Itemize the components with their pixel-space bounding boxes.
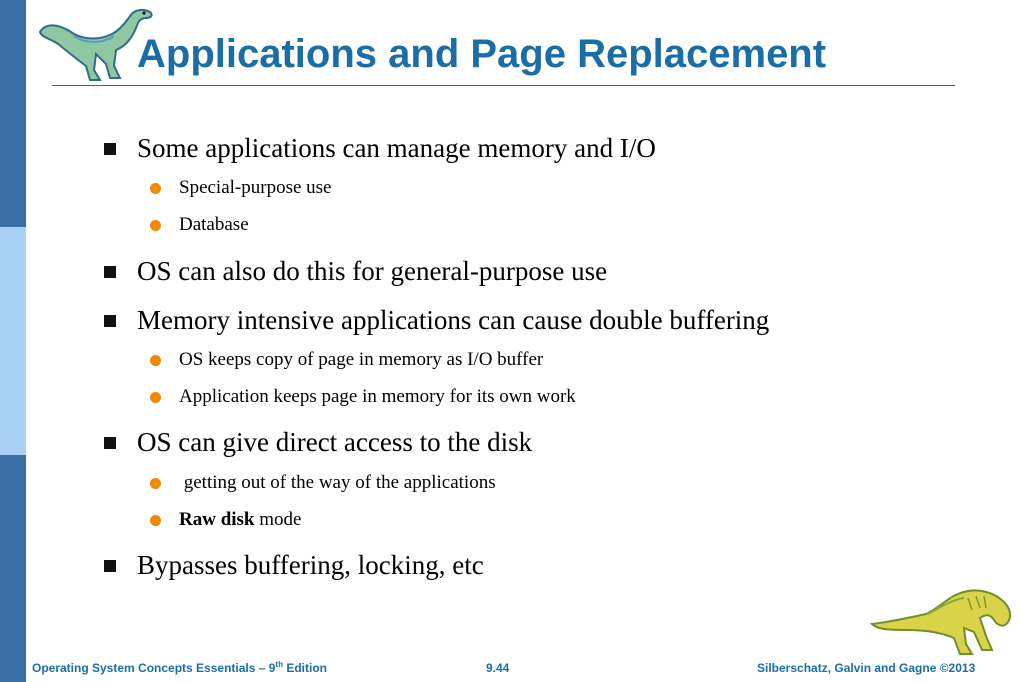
sub-bullet-text: getting out of the way of the applications: [179, 472, 496, 493]
sub-bullet-text: Special-purpose use: [179, 177, 332, 198]
round-bullet-icon: [150, 515, 161, 526]
sub-bullet-text: OS keeps copy of page in memory as I/O buffer: [179, 349, 544, 370]
slide-title: Applications and Page Replacement: [137, 32, 827, 76]
round-bullet-icon: [150, 183, 161, 194]
sub-bullet-text: Database: [179, 214, 249, 235]
round-bullet-icon: [150, 392, 161, 403]
dinosaur-skeleton-icon: [868, 584, 1016, 658]
square-bullet-icon: [104, 266, 116, 278]
round-bullet-icon: [150, 478, 161, 489]
bullet-text: OS can give direct access to the disk: [137, 427, 533, 457]
bullet-text: Some applications can manage memory and I/O: [137, 133, 656, 163]
term-suffix: mode: [254, 509, 302, 530]
sub-bullet-text: Application keeps page in memory for its own work: [179, 386, 576, 407]
footer-title-prefix: Operating System Concepts Essentials – 9: [32, 661, 276, 675]
square-bullet-icon: [104, 437, 116, 449]
footer-authors: Silberschatz, Galvin and Gagne ©2013: [757, 661, 976, 675]
footer-book-title: [32, 660, 327, 676]
round-bullet-icon: [150, 220, 161, 231]
square-bullet-icon: [104, 560, 116, 572]
slide-number: 9.44: [486, 661, 510, 675]
square-bullet-icon: [104, 315, 116, 327]
footer-superscript: th: [275, 660, 283, 669]
bullet-text: OS can also do this for general-purpose use: [137, 256, 608, 286]
round-bullet-icon: [150, 355, 161, 366]
bullet-text: Bypasses buffering, locking, etc: [137, 550, 484, 580]
sub-bullet-text: [179, 508, 301, 532]
bullet-text: Memory intensive applications can cause double buffering: [137, 305, 770, 335]
bold-term: Raw disk: [179, 509, 255, 530]
footer-title-suffix: Edition: [282, 661, 327, 675]
square-bullet-icon: [104, 143, 116, 155]
